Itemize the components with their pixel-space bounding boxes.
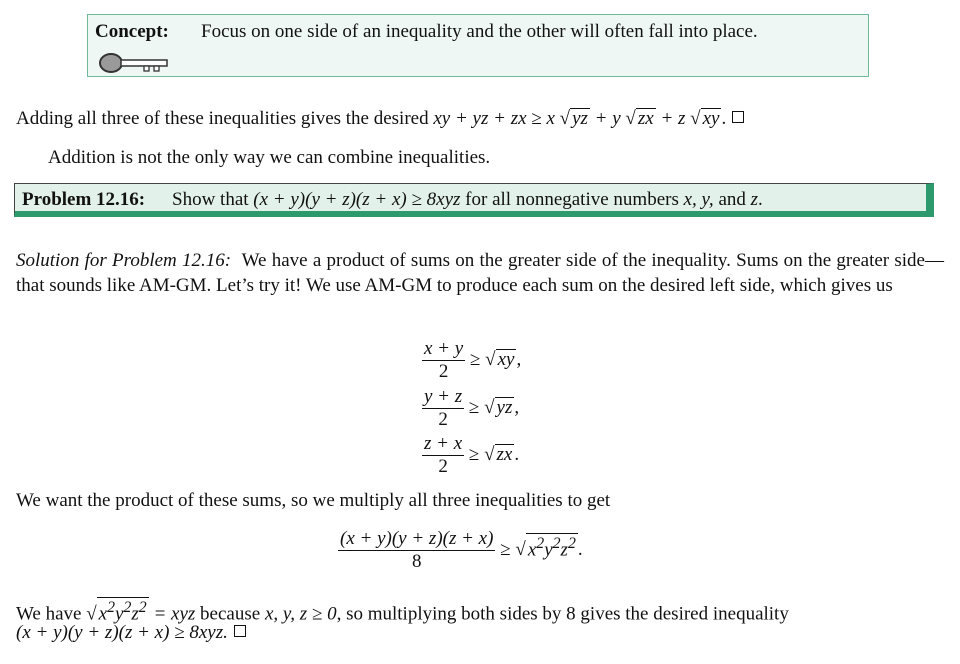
punct: . [514,443,520,465]
radicand: xy [497,348,515,370]
amgm-inequality-2 [422,386,519,431]
final-expression: (x + y)(y + z)(z + x) ≥ 8xyz. [16,622,228,643]
adding-plus-z: + z [655,108,686,129]
problem-vars: x, y, [683,189,714,210]
problem-var-z: z [750,189,759,210]
qed-box-icon [732,111,744,123]
problem-box [14,183,934,217]
numerator: x + y [424,338,464,359]
denominator: 2 [438,456,448,477]
final-eq: = xyz [148,603,196,625]
final-mid: because [195,603,265,625]
solution-paragraph [16,248,944,298]
problem-text-mid: for all nonnegative numbers [460,189,684,210]
radical-sign: √ [559,108,571,129]
problem-text-and: and [713,189,751,210]
radicand: yz [496,396,513,418]
final-line-2 [16,622,246,644]
key-icon [98,51,172,75]
root-zx: zx [637,108,654,129]
final-post: , so multiplying both sides by 8 gives the desired inequality [336,603,789,625]
concept-label: Concept: [95,21,169,42]
radical-sign: √ [86,603,97,625]
concept-box [87,14,869,77]
punct: , [516,348,522,370]
denominator: 8 [411,551,422,572]
final-cond: x, y, z ≥ 0 [264,603,337,625]
radicand: $x^2y^2z^2$ [98,599,147,625]
punct: . [577,538,583,560]
fraction [422,386,464,431]
radical-sign: √ [484,443,495,465]
punct: , [514,396,520,418]
radical-sign: √ [484,396,495,418]
product-inequality [338,528,583,573]
solution-label: Solution for Problem 12.16: [16,250,232,271]
fraction [422,338,465,383]
numerator: z + x [424,433,463,454]
radicand: zx [496,443,513,465]
qed-box-icon [234,625,246,637]
relation: ≥ [500,538,511,560]
addition-sentence: Addition is not the only way we can combine inequalities. [48,147,491,168]
final-pre: We have [16,603,87,625]
amgm-inequality-3 [422,433,519,478]
solution-text: We have a product of sums on the greater side of the inequality. Sums on the greater side—that sounds like AM-GM. Let’s try it! We use AM-GM to produce each sum on the desired left side, which gives us [16,250,944,296]
radicand: $x^2y^2z^2$ [527,534,576,560]
adding-end: . [721,108,727,129]
adding-lhs: xy + yz + zx ≥ x [433,108,555,129]
problem-label: Problem 12.16: [22,189,146,210]
concept-text: Focus on one side of an inequality and the other will often fall into place. [201,21,758,42]
adding-prefix: Adding all three of these inequalities gives the desired [16,108,434,129]
denominator: 2 [438,361,449,382]
product-sentence: We want the product of these sums, so we multiply all three inequalities to get [16,490,611,511]
fraction [338,528,495,573]
denominator: 2 [438,409,448,430]
radical-sign: √ [625,108,636,129]
radical-sign: √ [515,538,526,560]
adding-plus-y: + y [589,108,621,129]
radical-sign: √ [485,348,496,370]
numerator: y + z [424,386,463,407]
problem-statement [172,189,763,211]
amgm-inequality-1 [422,338,521,383]
radical-sign: √ [690,108,701,129]
relation: ≥ [468,396,480,418]
relation: ≥ [468,443,480,465]
problem-expression: (x + y)(y + z)(z + x) ≥ 8xyz [253,189,461,210]
fraction [422,433,464,478]
relation: ≥ [469,348,481,370]
problem-text-end: . [758,189,763,210]
numerator: (x + y)(y + z)(z + x) [340,528,494,549]
root-xy: xy [702,108,720,129]
adding-sentence [16,108,744,130]
root-yz: yz [572,108,588,129]
problem-text-pre: Show that [172,189,254,210]
